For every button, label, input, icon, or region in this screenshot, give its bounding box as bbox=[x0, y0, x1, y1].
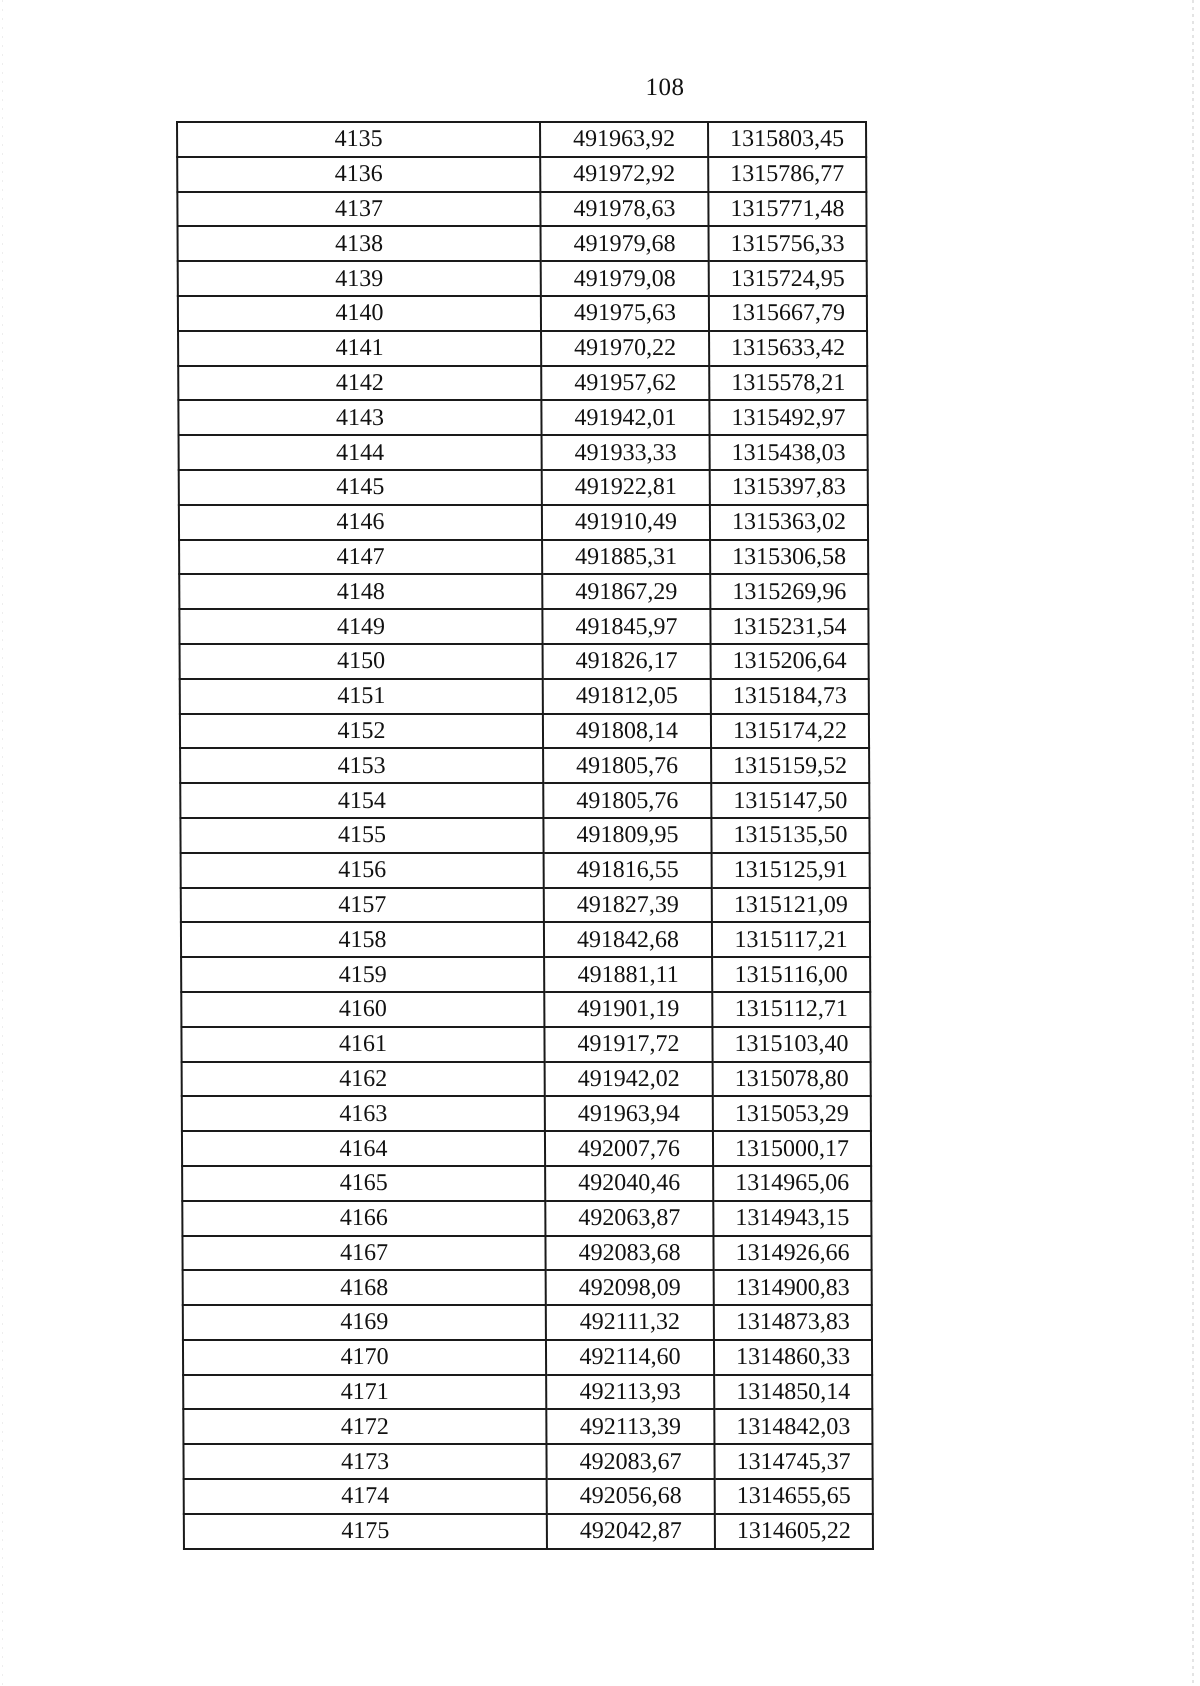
point-number-cell: 4165 bbox=[182, 1166, 545, 1201]
x-coordinate-cell: 491970,22 bbox=[541, 331, 709, 366]
table-row bbox=[178, 296, 867, 331]
point-number-cell: 4168 bbox=[183, 1270, 546, 1305]
point-number-cell: 4153 bbox=[180, 748, 543, 783]
x-coordinate-cell: 491881,11 bbox=[544, 957, 712, 992]
x-coordinate-cell: 491805,76 bbox=[543, 748, 711, 783]
x-coordinate-cell: 492040,46 bbox=[545, 1166, 713, 1201]
table-row bbox=[183, 1340, 872, 1375]
point-number-cell: 4163 bbox=[182, 1096, 545, 1131]
scan-edge-left bbox=[2, 0, 3, 1686]
x-coordinate-cell: 492056,68 bbox=[547, 1479, 715, 1514]
point-number-cell: 4149 bbox=[179, 609, 542, 644]
x-coordinate-cell: 492083,68 bbox=[545, 1236, 713, 1271]
x-coordinate-cell: 491885,31 bbox=[542, 540, 710, 575]
table-row bbox=[177, 122, 866, 157]
x-coordinate-cell: 491812,05 bbox=[543, 679, 711, 714]
x-coordinate-cell: 491979,08 bbox=[541, 261, 709, 296]
point-number-cell: 4175 bbox=[184, 1514, 547, 1549]
table-row bbox=[179, 505, 868, 540]
table-row bbox=[180, 644, 869, 679]
point-number-cell: 4139 bbox=[178, 261, 541, 296]
table-row bbox=[177, 192, 866, 227]
y-coordinate-cell: 1315578,21 bbox=[709, 366, 867, 401]
table-row bbox=[177, 157, 866, 192]
y-coordinate-cell: 1314943,15 bbox=[713, 1201, 871, 1236]
point-number-cell: 4155 bbox=[180, 818, 543, 853]
y-coordinate-cell: 1314900,83 bbox=[714, 1270, 872, 1305]
x-coordinate-cell: 492063,87 bbox=[545, 1201, 713, 1236]
table-row bbox=[181, 888, 870, 923]
point-number-cell: 4162 bbox=[182, 1062, 545, 1097]
y-coordinate-cell: 1314965,06 bbox=[713, 1166, 871, 1201]
x-coordinate-cell: 491979,68 bbox=[541, 226, 709, 261]
table-row bbox=[180, 783, 869, 818]
point-number-cell: 4143 bbox=[178, 400, 541, 435]
point-number-cell: 4152 bbox=[180, 714, 543, 749]
y-coordinate-cell: 1315633,42 bbox=[709, 331, 867, 366]
table-row bbox=[181, 957, 870, 992]
table-row bbox=[178, 261, 867, 296]
x-coordinate-cell: 491867,29 bbox=[542, 574, 710, 609]
x-coordinate-cell: 491808,14 bbox=[543, 714, 711, 749]
y-coordinate-cell: 1315667,79 bbox=[709, 296, 867, 331]
point-number-cell: 4140 bbox=[178, 296, 541, 331]
x-coordinate-cell: 491922,81 bbox=[542, 470, 710, 505]
x-coordinate-cell: 492113,39 bbox=[546, 1409, 714, 1444]
table-row bbox=[184, 1479, 873, 1514]
x-coordinate-cell: 492111,32 bbox=[546, 1305, 714, 1340]
x-coordinate-cell: 491963,92 bbox=[540, 122, 708, 157]
y-coordinate-cell: 1315053,29 bbox=[713, 1096, 871, 1131]
point-number-cell: 4150 bbox=[180, 644, 543, 679]
y-coordinate-cell: 1315121,09 bbox=[712, 888, 870, 923]
point-number-cell: 4141 bbox=[178, 331, 541, 366]
table-row bbox=[183, 1375, 872, 1410]
table-row bbox=[182, 1062, 871, 1097]
table-row bbox=[179, 574, 868, 609]
point-number-cell: 4151 bbox=[180, 679, 543, 714]
table-row bbox=[178, 226, 867, 261]
point-number-cell: 4137 bbox=[177, 192, 540, 227]
table-row bbox=[179, 435, 868, 470]
point-number-cell: 4147 bbox=[179, 540, 542, 575]
y-coordinate-cell: 1315231,54 bbox=[710, 609, 868, 644]
x-coordinate-cell: 491910,49 bbox=[542, 505, 710, 540]
y-coordinate-cell: 1315306,58 bbox=[710, 540, 868, 575]
point-number-cell: 4154 bbox=[180, 783, 543, 818]
x-coordinate-cell: 492114,60 bbox=[546, 1340, 714, 1375]
point-number-cell: 4145 bbox=[179, 470, 542, 505]
point-number-cell: 4135 bbox=[177, 122, 540, 157]
table-row bbox=[178, 331, 867, 366]
y-coordinate-cell: 1314926,66 bbox=[713, 1236, 871, 1271]
x-coordinate-cell: 492007,76 bbox=[545, 1131, 713, 1166]
table-row bbox=[180, 818, 869, 853]
y-coordinate-cell: 1315174,22 bbox=[711, 714, 869, 749]
table-row bbox=[182, 1201, 871, 1236]
x-coordinate-cell: 491827,39 bbox=[544, 888, 712, 923]
point-number-cell: 4174 bbox=[184, 1479, 547, 1514]
x-coordinate-cell: 491917,72 bbox=[544, 1027, 712, 1062]
table-row bbox=[182, 1236, 871, 1271]
y-coordinate-cell: 1315184,73 bbox=[711, 679, 869, 714]
x-coordinate-cell: 491842,68 bbox=[544, 922, 712, 957]
y-coordinate-cell: 1315438,03 bbox=[710, 435, 868, 470]
table-row bbox=[182, 1096, 871, 1131]
y-coordinate-cell: 1314873,83 bbox=[714, 1305, 872, 1340]
point-number-cell: 4138 bbox=[178, 226, 541, 261]
point-number-cell: 4170 bbox=[183, 1340, 546, 1375]
y-coordinate-cell: 1315000,17 bbox=[713, 1131, 871, 1166]
y-coordinate-cell: 1315125,91 bbox=[712, 853, 870, 888]
y-coordinate-cell: 1315159,52 bbox=[711, 748, 869, 783]
x-coordinate-cell: 491963,94 bbox=[545, 1096, 713, 1131]
x-coordinate-cell: 492042,87 bbox=[547, 1514, 715, 1549]
x-coordinate-cell: 491942,02 bbox=[545, 1062, 713, 1097]
y-coordinate-cell: 1315724,95 bbox=[709, 261, 867, 296]
point-number-cell: 4158 bbox=[181, 922, 544, 957]
point-number-cell: 4161 bbox=[181, 1027, 544, 1062]
x-coordinate-cell: 492083,67 bbox=[546, 1444, 714, 1479]
y-coordinate-cell: 1315103,40 bbox=[712, 1027, 870, 1062]
x-coordinate-cell: 491826,17 bbox=[543, 644, 711, 679]
point-number-cell: 4144 bbox=[179, 435, 542, 470]
y-coordinate-cell: 1315206,64 bbox=[711, 644, 869, 679]
table-row bbox=[180, 748, 869, 783]
coordinates-table-body bbox=[177, 122, 873, 1549]
table-row bbox=[178, 366, 867, 401]
point-number-cell: 4160 bbox=[181, 992, 544, 1027]
y-coordinate-cell: 1314605,22 bbox=[715, 1514, 873, 1549]
table-row bbox=[180, 679, 869, 714]
y-coordinate-cell: 1315078,80 bbox=[713, 1062, 871, 1097]
point-number-cell: 4136 bbox=[177, 157, 540, 192]
table-row bbox=[183, 1305, 872, 1340]
table-row bbox=[182, 1131, 871, 1166]
table-row bbox=[181, 922, 870, 957]
table-row bbox=[183, 1409, 872, 1444]
y-coordinate-cell: 1314860,33 bbox=[714, 1340, 872, 1375]
point-number-cell: 4173 bbox=[183, 1444, 546, 1479]
point-number-cell: 4159 bbox=[181, 957, 544, 992]
table-row bbox=[184, 1514, 873, 1549]
x-coordinate-cell: 491978,63 bbox=[540, 192, 708, 227]
x-coordinate-cell: 491957,62 bbox=[541, 366, 709, 401]
y-coordinate-cell: 1315117,21 bbox=[712, 922, 870, 957]
scan-edge-right bbox=[1192, 0, 1194, 1686]
y-coordinate-cell: 1314842,03 bbox=[714, 1409, 872, 1444]
y-coordinate-cell: 1314745,37 bbox=[714, 1444, 872, 1479]
coordinates-table bbox=[176, 121, 874, 1550]
x-coordinate-cell: 492113,93 bbox=[546, 1375, 714, 1410]
x-coordinate-cell: 491809,95 bbox=[543, 818, 711, 853]
y-coordinate-cell: 1315135,50 bbox=[711, 818, 869, 853]
point-number-cell: 4172 bbox=[183, 1409, 546, 1444]
point-number-cell: 4146 bbox=[179, 505, 542, 540]
y-coordinate-cell: 1315363,02 bbox=[710, 505, 868, 540]
point-number-cell: 4171 bbox=[183, 1375, 546, 1410]
y-coordinate-cell: 1315116,00 bbox=[712, 957, 870, 992]
x-coordinate-cell: 491816,55 bbox=[544, 853, 712, 888]
point-number-cell: 4169 bbox=[183, 1305, 546, 1340]
point-number-cell: 4157 bbox=[181, 888, 544, 923]
point-number-cell: 4142 bbox=[178, 366, 541, 401]
table-row bbox=[180, 714, 869, 749]
point-number-cell: 4148 bbox=[179, 574, 542, 609]
table-row bbox=[183, 1270, 872, 1305]
table-row bbox=[179, 540, 868, 575]
table-row bbox=[178, 400, 867, 435]
table-row bbox=[181, 1027, 870, 1062]
y-coordinate-cell: 1315397,83 bbox=[710, 470, 868, 505]
table-row bbox=[183, 1444, 872, 1479]
x-coordinate-cell: 491975,63 bbox=[541, 296, 709, 331]
table-row bbox=[179, 609, 868, 644]
point-number-cell: 4167 bbox=[182, 1236, 545, 1271]
x-coordinate-cell: 491901,19 bbox=[544, 992, 712, 1027]
y-coordinate-cell: 1315112,71 bbox=[712, 992, 870, 1027]
x-coordinate-cell: 491805,76 bbox=[543, 783, 711, 818]
y-coordinate-cell: 1315269,96 bbox=[710, 574, 868, 609]
x-coordinate-cell: 491845,97 bbox=[542, 609, 710, 644]
point-number-cell: 4164 bbox=[182, 1131, 545, 1166]
point-number-cell: 4156 bbox=[181, 853, 544, 888]
x-coordinate-cell: 491933,33 bbox=[542, 435, 710, 470]
y-coordinate-cell: 1315803,45 bbox=[708, 122, 866, 157]
y-coordinate-cell: 1315786,77 bbox=[708, 157, 866, 192]
x-coordinate-cell: 491942,01 bbox=[541, 400, 709, 435]
y-coordinate-cell: 1315771,48 bbox=[708, 192, 866, 227]
y-coordinate-cell: 1314655,65 bbox=[715, 1479, 873, 1514]
table-row bbox=[182, 1166, 871, 1201]
table-row bbox=[179, 470, 868, 505]
page-number: 108 bbox=[645, 74, 685, 101]
y-coordinate-cell: 1315147,50 bbox=[711, 783, 869, 818]
x-coordinate-cell: 492098,09 bbox=[546, 1270, 714, 1305]
table-row bbox=[181, 853, 870, 888]
x-coordinate-cell: 491972,92 bbox=[540, 157, 708, 192]
y-coordinate-cell: 1314850,14 bbox=[714, 1375, 872, 1410]
point-number-cell: 4166 bbox=[182, 1201, 545, 1236]
y-coordinate-cell: 1315492,97 bbox=[709, 400, 867, 435]
y-coordinate-cell: 1315756,33 bbox=[709, 226, 867, 261]
table-row bbox=[181, 992, 870, 1027]
